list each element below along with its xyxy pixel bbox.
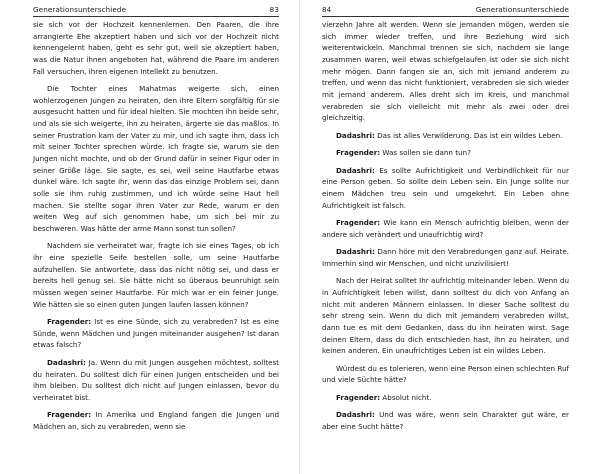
speaker-label: Fragender: [47,410,92,420]
dialogue-text: Ja. Wenn du mit Jungen ausgehen möchtest, solltest du heiraten. Du solltest dich für einen Jungen entscheiden und bei ihm bleiben. Du solltest dich nicht auf Jungen einlassen, bevor du verheiratet bist. [33,357,279,402]
dialogue-paragraph [322,246,569,269]
speaker-label: Fragender: [47,317,92,327]
right-page [300,0,600,474]
dialogue-text: Wie kann ein Mensch aufrichtig bleiben, wenn der andere sich verändert und unaufrichtig wird? [322,218,569,239]
running-head: Generationsunterschiede [475,5,569,14]
dialogue-text: Und was wäre, wenn sein Charakter gut wäre, er aber eine Sucht hätte? [322,410,569,431]
speaker-label: Dadashri: [47,357,86,367]
dialogue-text: Was sollen sie dann tun? [380,148,471,158]
dialogue-text: Ist es eine Sünde, sich zu verabreden? Ist es eine Sünde, wenn Mädchen und Jungen miteinander ausgehen? Ist daran etwas falsch? [33,317,279,350]
dialogue-paragraph [33,357,279,404]
dialogue-text: Absolut nicht. [380,392,432,402]
dialogue-text: In Amerika und England fangen die Jungen und Mädchen an, sich zu verabreden, wenn sie [33,410,279,431]
dialogue-paragraph [322,409,569,432]
paragraph: Würdest du es tolerieren, wenn eine Person einen schlechten Ruf und viele Süchte hätte? [322,363,569,385]
page-number: 83 [269,5,279,14]
speaker-label: Dadashri: [336,410,375,420]
dialogue-paragraph [322,130,569,142]
dialogue-paragraph [322,392,569,404]
running-head: Generationsunterschiede [33,5,127,14]
speaker-label: Dadashri: [336,130,375,140]
header-rule [322,16,569,17]
speaker-label: Fragender: [336,218,381,228]
paragraph: vierzehn Jahre alt werden. Wenn sie jemanden mögen, werden sie sich immer wieder treffen, und ihre Beziehung wird sich weiterentwickeln. Manchmal trennen sie sich, nachdem sie lange zusammen waren, weil etwas schiefgelaufen ist oder sie sich nicht mehr mögen. Dann fangen sie an, sich mit jemand anderem zu treffen, und wenn das nicht funktioniert, verabreden sie sich wieder mit jemand anderem. Alles dreht sich im Kreis, und manchmal verabreden sie sich vielleicht mit mehr als zwei oder drei gleichzeitig. [322,20,569,123]
right-page-body [322,19,569,433]
speaker-label: Dadashri: [336,165,375,175]
page-number: 84 [322,5,332,14]
speaker-label: Dadashri: [336,247,375,257]
speaker-label: Fragender: [336,392,381,402]
paragraph: Die Tochter eines Mahatmas weigerte sich, einen wohlerzogenen Jungen zu heiraten, den ihre Eltern sorgfältig für sie ausgesucht hatten und für ideal hielten. Sie mochten ihn beide sehr, und als sie sich weigerte, ihn zu heiraten, ärgerte sie das maßlos. In seiner Frustration kam der Vater zu mir, und ich sagte ihm, dass ich mit seiner Tochter sprechen würde. Ich fragte sie, warum sie den Jungen nicht mochte, und ob der Grund dafür in seiner Figur oder in seiner Größe läge. Sie sagte, es sei, weil seine Hautfarbe etwas dunkel wäre. Ich sagte ihr, wenn das das einzige Problem sei, dann solle sie ihm ruhig zustimmen, und ich würde seine Haut hell machen. Sie stellte sogar ihren Vater zur Rede, warum er den weiten Weg auf sich genommen habe, um sich bei mir zu beschweren. Was hätte der arme Mann sonst tun sollen? [33,84,279,233]
dialogue-text: Das ist alles Verwilderung. Das ist ein wildes Leben. [374,130,563,140]
right-page-header [322,4,569,16]
left-page-header [33,4,279,16]
dialogue-paragraph [322,165,569,212]
header-rule [33,16,279,17]
paragraph: sie sich vor der Hochzeit kennenlernen. Den Paaren, die ihre arrangierte Ehe akzeptiert haben und sich vor der Hochzeit nicht kennengelernt haben, geht es sehr gut, weil sie akzeptiert haben, was die Natur ihnen angeboten hat, während die Paare im anderen Fall versuchen, ihren eigenen Intellekt zu benutzen. [33,20,279,76]
paragraph: Nachdem sie verheiratet war, fragte ich sie eines Tages, ob ich ihr eine spezielle Seife bestellen solle, um seine Hautfarbe aufzuhellen. Sie antwortete, dass das nicht nötig sei, und dass er bereits hell genug sei. Sie hätte nicht so überaus beunruhigt sein müssen wegen seiner Hautfarbe. Für mich war er ein feiner Junge. Wie hätten sie so einen guten Jungen laufen lassen können? [33,241,279,309]
dialogue-paragraph [322,217,569,240]
dialogue-paragraph [322,147,569,159]
dialogue-text: Es sollte Aufrichtigkeit und Verbindlichkeit für nur eine Person geben. So sollte dein Leben sein. Ein Junge sollte nur einem Mädchen treu sein und umgekehrt. Ein Leben ohne Aufrichtigkeit ist falsch. [322,165,569,210]
dialogue-paragraph [33,409,279,432]
speaker-label: Fragender: [336,148,381,158]
dialogue-paragraph [33,316,279,351]
left-page-body [33,19,279,433]
paragraph: Nach der Heirat solltet Ihr aufrichtig miteinander leben. Wenn du in Aufrichtigkeit leben willst, dann solltest du dich von Anfang an nicht mit anderen Männern einlassen. In dieser Sache solltest du sehr streng sein. Wenn du dich mit jemandem verabreden willst, dann tue es mit dem Gedanken, dass du ihn heiraten wirst. Sage deinen Eltern, dass du dich entschieden hast, ihn zu heiraten, und keinen anderen. Ein unaufrichtiges Leben ist ein wildes Leben. [322,276,569,356]
dialogue-text: Dann höre mit den Verabredungen ganz auf. Heirate. Immerhin sind wir Menschen, und nicht unzivilisiert! [322,247,569,268]
